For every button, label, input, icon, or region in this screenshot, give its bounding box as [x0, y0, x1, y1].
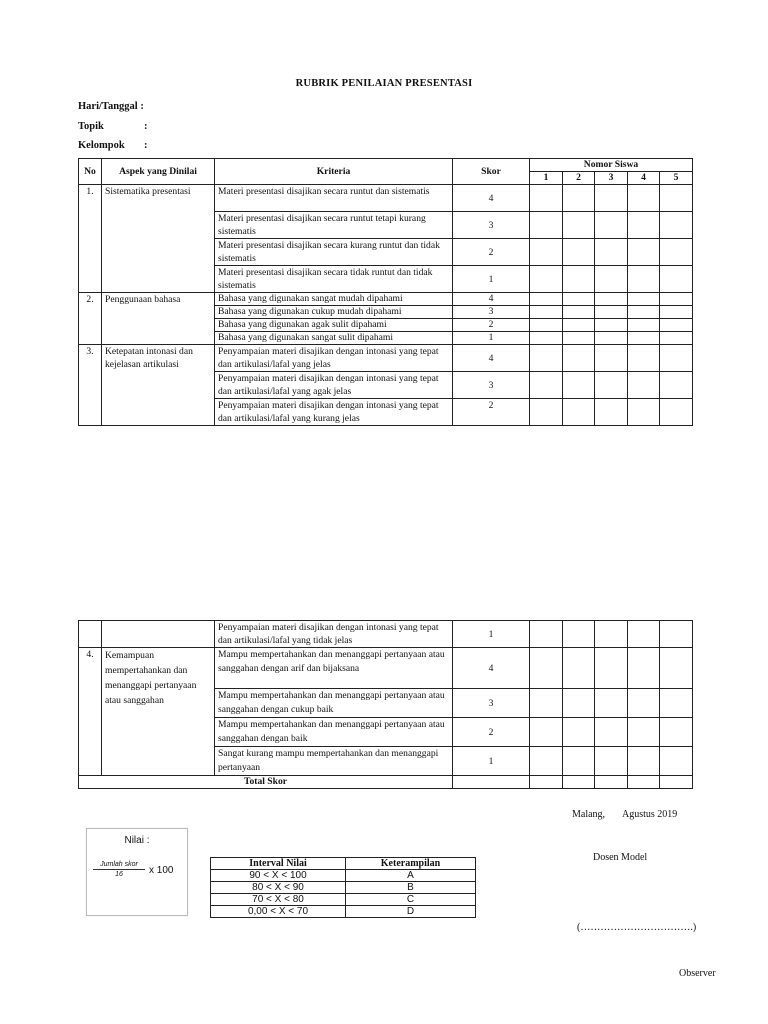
interval-value: 70 < X < 80 [211, 894, 346, 906]
student-score-cell[interactable] [628, 332, 660, 345]
aspect-name: Kemampuan mempertahankan dan menanggapi pertanyaan atau sanggahan [102, 648, 215, 776]
student-score-cell[interactable] [595, 293, 628, 306]
place-date: Malang, Agustus 2019 [572, 809, 678, 820]
student-total-cell[interactable] [660, 776, 693, 789]
criteria-cell: Materi presentasi disajikan secara kurang runtut dan tidak sistematis [215, 239, 453, 266]
student-score-cell[interactable] [595, 185, 628, 212]
student-score-cell[interactable] [530, 648, 563, 689]
score-cell: 1 [453, 747, 530, 776]
score-cell: 2 [453, 718, 530, 747]
student-score-cell[interactable] [530, 293, 563, 306]
total-row [79, 776, 693, 789]
student-score-cell[interactable] [660, 239, 693, 266]
student-score-cell[interactable] [530, 319, 563, 332]
student-score-cell[interactable] [660, 399, 693, 426]
aspect-number: 2. [79, 293, 102, 345]
criteria-cell: Bahasa yang digunakan sangat mudah dipahami [215, 293, 453, 306]
interval-value: 0,00 < X < 70 [211, 906, 346, 918]
student-score-cell[interactable] [530, 399, 563, 426]
criteria-cell: Penyampaian materi disajikan dengan intonasi yang tepat dan artikulasi/lafal yang kurang jelas [215, 399, 453, 426]
student-score-cell[interactable] [660, 718, 693, 747]
keterampilan-header: Keterampilan [346, 858, 476, 870]
field-label: Kelompok [78, 140, 125, 151]
grade-value: C [346, 894, 476, 906]
nilai-title: Nilai : [124, 835, 150, 846]
student-score-cell[interactable] [563, 399, 595, 426]
student-score-cell[interactable] [595, 332, 628, 345]
empty-aspect-cell [102, 621, 215, 648]
student-score-cell[interactable] [530, 747, 563, 776]
student-score-cell[interactable] [660, 621, 693, 648]
field-colon: : [144, 121, 148, 132]
student-score-cell[interactable] [563, 306, 595, 319]
student-score-cell[interactable] [660, 332, 693, 345]
student-score-cell[interactable] [563, 266, 595, 293]
student-score-cell[interactable] [530, 345, 563, 372]
fraction-numerator: Jumlah skor [93, 861, 145, 870]
header-no: No [79, 159, 102, 185]
criteria-cell: Bahasa yang digunakan cukup mudah dipahami [215, 306, 453, 319]
student-score-cell[interactable] [660, 293, 693, 306]
field-topik [78, 121, 148, 132]
grade-value: D [346, 906, 476, 918]
student-score-cell[interactable] [530, 718, 563, 747]
student-score-cell[interactable] [530, 266, 563, 293]
rubric-table-part-2 [78, 620, 693, 789]
student-score-cell[interactable] [595, 266, 628, 293]
student-score-cell[interactable] [628, 266, 660, 293]
field-colon: : [140, 101, 144, 112]
student-score-cell[interactable] [660, 372, 693, 399]
interval-header: Interval Nilai [211, 858, 346, 870]
header-siswa-1: 1 [530, 172, 563, 185]
document-title: RUBRIK PENILAIAN PRESENTASI [295, 78, 473, 89]
student-score-cell[interactable] [628, 239, 660, 266]
student-score-cell[interactable] [595, 345, 628, 372]
student-total-cell[interactable] [595, 776, 628, 789]
criteria-cell: Bahasa yang digunakan sangat sulit dipahami [215, 332, 453, 345]
criteria-cell: Mampu mempertahankan dan menanggapi pertanyaan atau sanggahan dengan arif dan bijaksana [215, 648, 453, 689]
student-score-cell[interactable] [595, 648, 628, 689]
aspect-name: Penggunaan bahasa [102, 293, 215, 345]
header-skor: Skor [453, 159, 530, 185]
signer-name-placeholder: (…………………………….) [577, 922, 697, 933]
student-score-cell[interactable] [628, 319, 660, 332]
criteria-cell: Mampu mempertahankan dan menanggapi pertanyaan atau sanggahan dengan baik [215, 718, 453, 747]
header-siswa-3: 3 [595, 172, 628, 185]
student-score-cell[interactable] [595, 747, 628, 776]
score-cell: 4 [453, 293, 530, 306]
nilai-multiplier: x 100 [149, 865, 174, 876]
table-row [211, 870, 476, 882]
criteria-cell: Penyampaian materi disajikan dengan intonasi yang tepat dan artikulasi/lafal yang agak jelas [215, 372, 453, 399]
table-row [79, 345, 693, 372]
student-score-cell[interactable] [660, 747, 693, 776]
table-row [79, 293, 693, 306]
nilai-formula-box [86, 828, 188, 916]
criteria-cell: Sangat kurang mampu mempertahankan dan menanggapi pertanyaan [215, 747, 453, 776]
student-score-cell[interactable] [660, 689, 693, 718]
student-score-cell[interactable] [595, 239, 628, 266]
student-score-cell[interactable] [563, 212, 595, 239]
student-score-cell[interactable] [563, 747, 595, 776]
score-cell: 4 [453, 185, 530, 212]
criteria-cell: Materi presentasi disajikan secara runtut dan sistematis [215, 185, 453, 212]
student-score-cell[interactable] [595, 306, 628, 319]
header-siswa-4: 4 [628, 172, 660, 185]
field-label: Hari/Tanggal [78, 101, 138, 112]
student-score-cell[interactable] [563, 293, 595, 306]
student-score-cell[interactable] [628, 689, 660, 718]
header-aspek: Aspek yang Dinilai [102, 159, 215, 185]
field-hari-tanggal [78, 101, 144, 112]
rubric-table-part-1 [78, 158, 693, 426]
interval-value: 80 < X < 90 [211, 882, 346, 894]
student-score-cell[interactable] [563, 689, 595, 718]
score-cell: 3 [453, 372, 530, 399]
student-score-cell[interactable] [628, 345, 660, 372]
score-cell: 3 [453, 689, 530, 718]
student-score-cell[interactable] [628, 212, 660, 239]
student-score-cell[interactable] [530, 185, 563, 212]
criteria-cell: Penyampaian materi disajikan dengan intonasi yang tepat dan artikulasi/lafal yang tidak jelas [215, 621, 453, 648]
student-score-cell[interactable] [628, 185, 660, 212]
score-cell: 2 [453, 239, 530, 266]
student-score-cell[interactable] [563, 239, 595, 266]
total-label: Total Skor [79, 776, 453, 789]
student-score-cell[interactable] [660, 212, 693, 239]
student-score-cell[interactable] [530, 212, 563, 239]
student-score-cell[interactable] [563, 332, 595, 345]
score-cell: 3 [453, 306, 530, 319]
student-score-cell[interactable] [595, 718, 628, 747]
header-kriteria: Kriteria [215, 159, 453, 185]
nilai-fraction [93, 861, 145, 878]
score-cell: 4 [453, 345, 530, 372]
empty-number-cell [79, 621, 102, 648]
student-score-cell[interactable] [660, 185, 693, 212]
interval-table [210, 857, 476, 918]
aspect-name: Sistematika presentasi [102, 185, 215, 293]
score-cell: 2 [453, 399, 530, 426]
table-row [79, 185, 693, 212]
student-score-cell[interactable] [563, 372, 595, 399]
score-cell: 2 [453, 319, 530, 332]
interval-value: 90 < X < 100 [211, 870, 346, 882]
grade-value: A [346, 870, 476, 882]
header-siswa-5: 5 [660, 172, 693, 185]
aspect-number: 3. [79, 345, 102, 426]
score-cell: 1 [453, 266, 530, 293]
student-score-cell[interactable] [628, 306, 660, 319]
student-score-cell[interactable] [595, 689, 628, 718]
student-score-cell[interactable] [595, 372, 628, 399]
signer-role: Dosen Model [593, 852, 648, 863]
student-score-cell[interactable] [628, 621, 660, 648]
student-total-cell[interactable] [530, 776, 563, 789]
student-score-cell[interactable] [628, 648, 660, 689]
field-colon: : [144, 140, 148, 151]
student-score-cell[interactable] [628, 293, 660, 306]
student-score-cell[interactable] [595, 212, 628, 239]
observer-label: Observer [679, 968, 716, 979]
criteria-cell: Penyampaian materi disajikan dengan intonasi yang tepat dan artikulasi/lafal yang jelas [215, 345, 453, 372]
total-score-cell[interactable] [453, 776, 530, 789]
student-score-cell[interactable] [530, 239, 563, 266]
student-score-cell[interactable] [595, 399, 628, 426]
table-row [211, 894, 476, 906]
grade-value: B [346, 882, 476, 894]
score-cell: 1 [453, 332, 530, 345]
student-score-cell[interactable] [563, 319, 595, 332]
student-score-cell[interactable] [595, 621, 628, 648]
aspect-number: 1. [79, 185, 102, 293]
fraction-denominator: 16 [115, 871, 123, 878]
student-score-cell[interactable] [628, 399, 660, 426]
table-row [79, 648, 693, 689]
score-cell: 1 [453, 621, 530, 648]
score-cell: 4 [453, 648, 530, 689]
student-score-cell[interactable] [563, 345, 595, 372]
student-score-cell[interactable] [628, 718, 660, 747]
student-score-cell[interactable] [628, 372, 660, 399]
student-score-cell[interactable] [660, 345, 693, 372]
aspect-number: 4. [79, 648, 102, 776]
table-row [79, 621, 693, 648]
student-score-cell[interactable] [595, 319, 628, 332]
student-score-cell[interactable] [563, 621, 595, 648]
criteria-cell: Materi presentasi disajikan secara runtut tetapi kurang sistematis [215, 212, 453, 239]
table-row [211, 882, 476, 894]
field-kelompok [78, 140, 148, 151]
student-score-cell[interactable] [530, 332, 563, 345]
aspect-name: Ketepatan intonasi dan kejelasan artikulasi [102, 345, 215, 426]
student-score-cell[interactable] [563, 185, 595, 212]
header-siswa-2: 2 [563, 172, 595, 185]
student-score-cell[interactable] [530, 689, 563, 718]
criteria-cell: Materi presentasi disajikan secara tidak runtut dan tidak sistematis [215, 266, 453, 293]
student-score-cell[interactable] [563, 718, 595, 747]
student-score-cell[interactable] [660, 319, 693, 332]
student-score-cell[interactable] [530, 372, 563, 399]
student-score-cell[interactable] [530, 621, 563, 648]
field-label: Topik [78, 121, 104, 132]
student-total-cell[interactable] [628, 776, 660, 789]
student-total-cell[interactable] [563, 776, 595, 789]
student-score-cell[interactable] [628, 747, 660, 776]
criteria-cell: Bahasa yang digunakan agak sulit dipahami [215, 319, 453, 332]
student-score-cell[interactable] [660, 648, 693, 689]
header-nomor-siswa: Nomor Siswa [530, 159, 693, 172]
criteria-cell: Mampu mempertahankan dan menanggapi pertanyaan atau sanggahan dengan cukup baik [215, 689, 453, 718]
student-score-cell[interactable] [660, 266, 693, 293]
student-score-cell[interactable] [660, 306, 693, 319]
score-cell: 3 [453, 212, 530, 239]
student-score-cell[interactable] [563, 648, 595, 689]
table-row [211, 906, 476, 918]
student-score-cell[interactable] [530, 306, 563, 319]
